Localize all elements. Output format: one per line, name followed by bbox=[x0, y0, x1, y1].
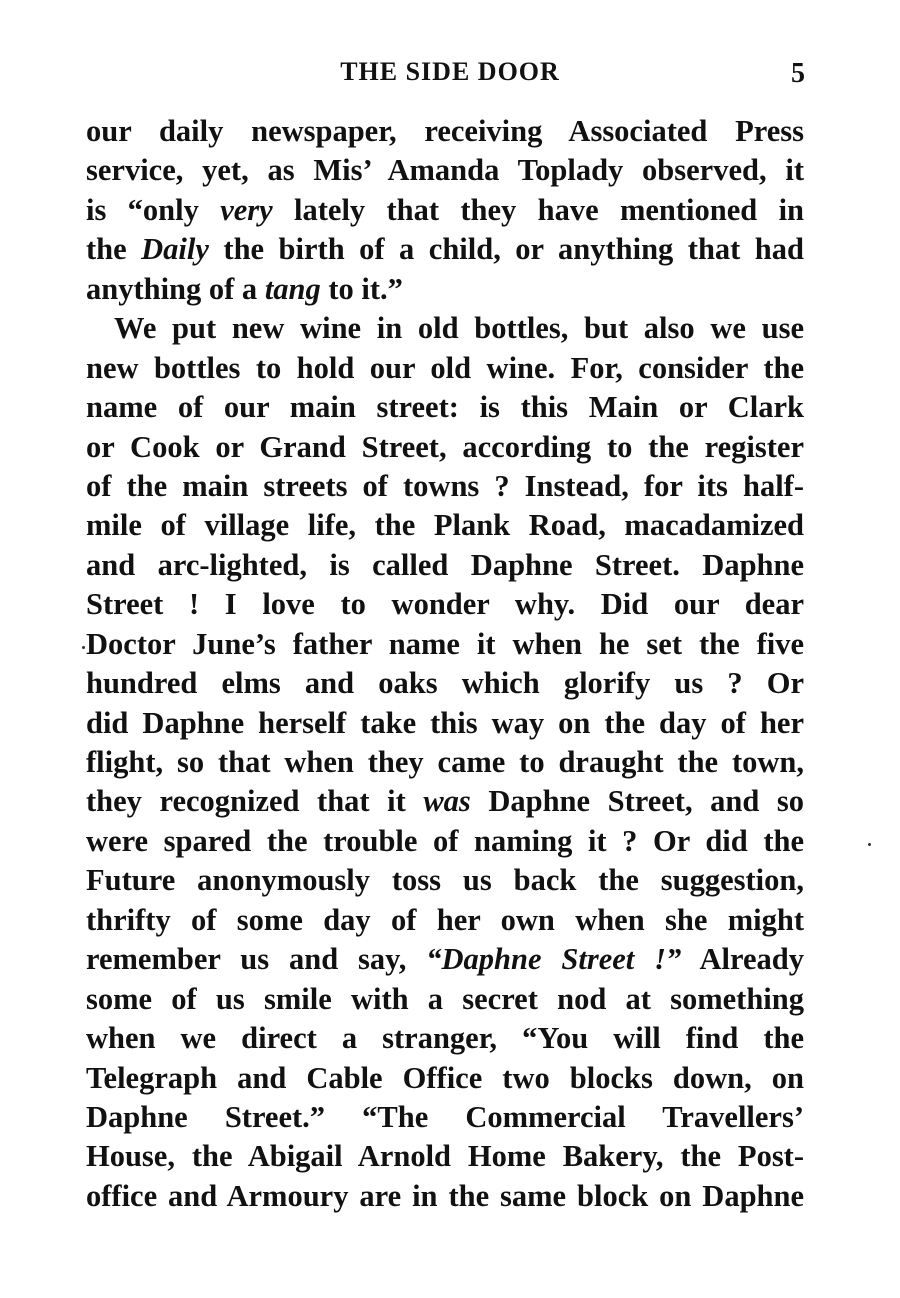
text-line bbox=[86, 191, 804, 230]
text-run: the birth of a child, or anything that had bbox=[208, 232, 804, 267]
text-run: Daphne Street, and so bbox=[470, 784, 804, 819]
italic-run: tang bbox=[264, 271, 321, 306]
text-line: were spared the trouble of naming it ? Or did the bbox=[86, 823, 804, 858]
text-line: did Daphne herself take this way on the day of her bbox=[86, 705, 804, 740]
text-line bbox=[86, 270, 804, 309]
text-run: they recognized that it bbox=[86, 784, 424, 819]
text-line: some of us smile with a secret nod at something bbox=[86, 981, 804, 1016]
running-head bbox=[0, 54, 900, 90]
text-line: name of our main street: is this Main or Clark bbox=[86, 390, 804, 425]
text-line: new bottles to hold our old wine. For, consider the bbox=[86, 350, 804, 385]
text-run: anything of a bbox=[86, 271, 265, 306]
running-title: THE SIDE DOOR bbox=[340, 57, 560, 86]
text-line: mile of village life, the Plank Road, macadamized bbox=[86, 508, 804, 543]
text-line: our daily newspaper, receiving Associated Press bbox=[86, 114, 804, 148]
text-line: or Cook or Grand Street, according to the register bbox=[86, 429, 804, 464]
text-run: is “only bbox=[86, 192, 221, 227]
text-line: Street ! I love to wonder why. Did our dear bbox=[86, 587, 804, 622]
text-line: when we direct a stranger, “You will find the bbox=[86, 1021, 804, 1056]
page-number: 5 bbox=[791, 58, 805, 89]
text-run: lately that they have mentioned in bbox=[272, 192, 804, 227]
text-line: office and Armoury are in the same block on Daphne bbox=[86, 1178, 804, 1213]
text-line: of the main streets of towns ? Instead, for its half- bbox=[86, 468, 804, 503]
text-line: We put new wine in old bottles, but also we use bbox=[114, 311, 804, 346]
text-line: Future anonymously toss us back the suggestion, bbox=[86, 863, 804, 898]
text-run: the bbox=[86, 232, 142, 267]
text-line bbox=[86, 940, 804, 979]
text-line: thrifty of some day of her own when she might bbox=[86, 902, 804, 937]
margin-speck bbox=[82, 646, 85, 649]
text-line: House, the Abigail Arnold Home Bakery, the Post- bbox=[86, 1139, 804, 1174]
italic-run: Daily bbox=[141, 232, 209, 267]
italic-run: was bbox=[423, 784, 471, 819]
margin-speck bbox=[868, 843, 871, 846]
text-line: Doctor June’s father name it when he set the five bbox=[86, 626, 804, 661]
italic-run: “Daphne Street !” bbox=[426, 942, 682, 977]
body-text bbox=[86, 112, 804, 1216]
text-line bbox=[86, 230, 804, 269]
text-run: to it.” bbox=[320, 271, 403, 306]
text-line: and arc-lighted, is called Daphne Street. Daphne bbox=[86, 547, 804, 582]
text-line: hundred elms and oaks which glorify us ? Or bbox=[86, 666, 804, 701]
italic-run: very bbox=[220, 192, 273, 227]
text-line: service, yet, as Mis’ Amanda Toplady observed, it bbox=[86, 153, 804, 188]
text-line: flight, so that when they came to draught the town, bbox=[86, 745, 804, 779]
text-line: Daphne Street.” “The Commercial Travellers’ bbox=[86, 1099, 804, 1134]
text-line: Telegraph and Cable Office two blocks down, on bbox=[86, 1060, 804, 1095]
text-run: remember us and say, bbox=[86, 942, 427, 977]
text-run: Already bbox=[681, 942, 804, 977]
text-line bbox=[86, 782, 804, 821]
